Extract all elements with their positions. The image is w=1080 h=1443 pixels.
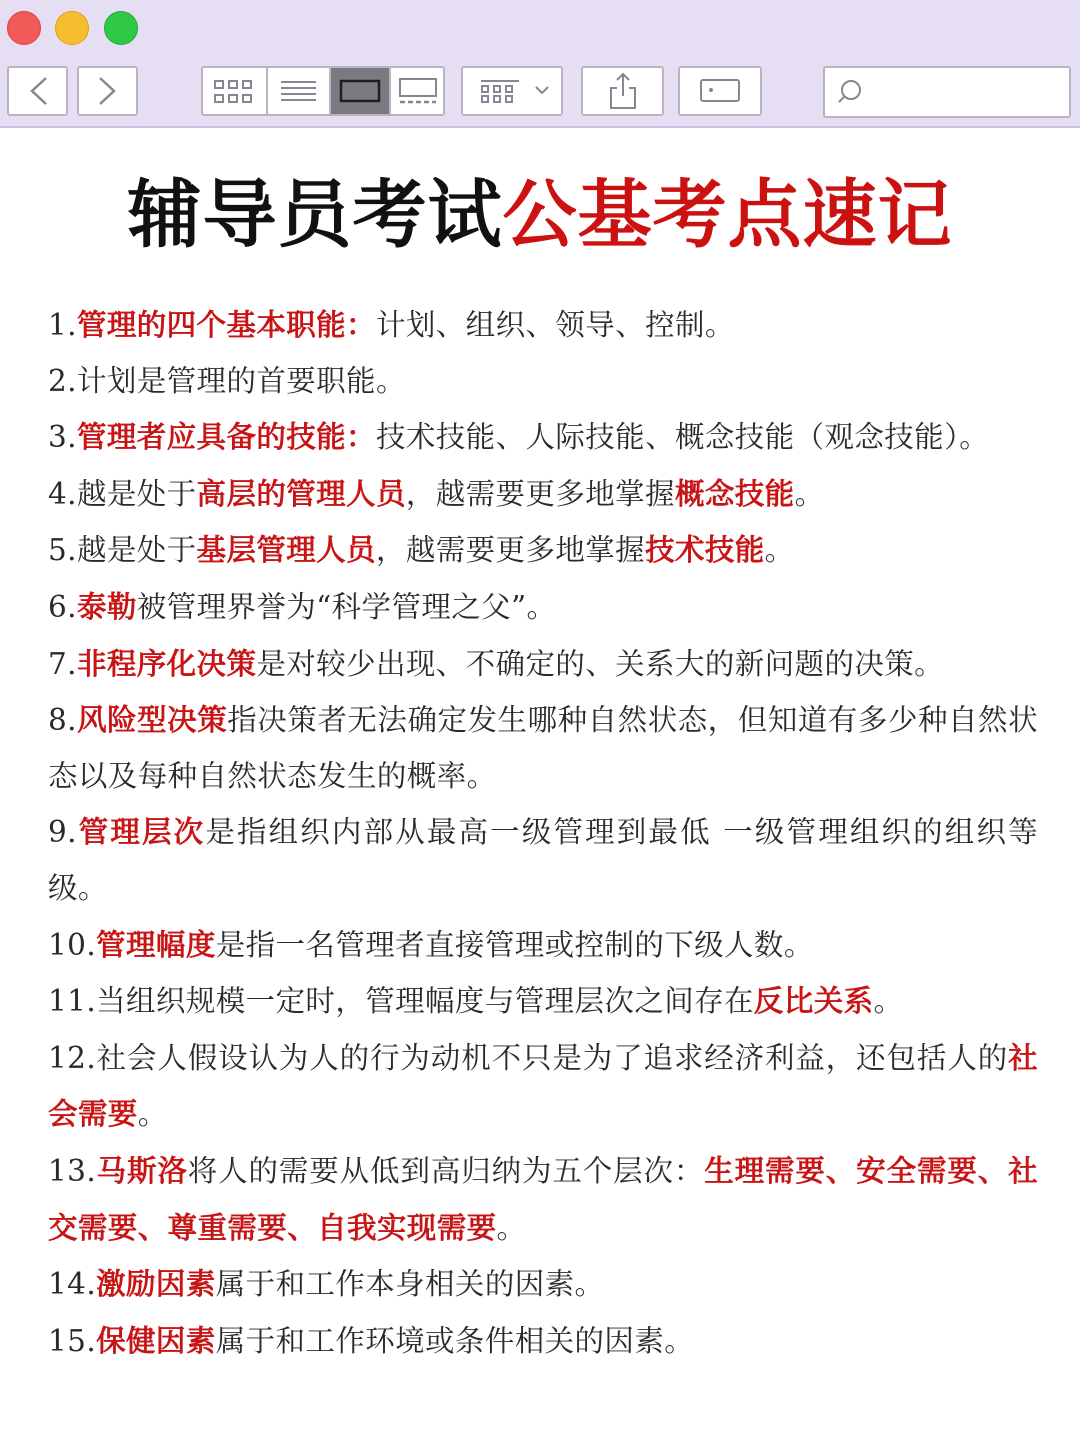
search-field[interactable] [823, 66, 1071, 118]
icon-view-button[interactable] [203, 68, 266, 114]
note-item [48, 1256, 1038, 1313]
share-button[interactable] [581, 66, 664, 116]
forward-button[interactable] [77, 66, 138, 116]
highlighted-term: 马斯洛 [96, 1152, 188, 1188]
highlighted-term: 反比关系 [753, 983, 874, 1019]
note-text: 指决策者无法确定发生哪种自然状态，但知道有多少种自然状态以及每种自然状态发生的概率。 [48, 703, 1038, 793]
highlighted-term: 泰勒 [76, 588, 137, 624]
column-view-icon [331, 68, 389, 114]
list-view-icon [268, 68, 329, 114]
note-text: 技术技能、人际技能、概念技能（观念技能）。 [375, 420, 990, 455]
note-text: 。 [764, 533, 795, 568]
highlighted-term: 管理的四个基本职能： [76, 307, 376, 342]
note-text: 。 [794, 476, 825, 511]
note-text: 5.越是处于 [48, 533, 197, 568]
highlighted-term: 生理需要、安全需要、社交需要、尊重需要、自我实现需要 [48, 1152, 1038, 1245]
tag-button[interactable] [678, 66, 762, 116]
note-item [48, 297, 1038, 354]
note-item [48, 466, 1038, 523]
note-item [48, 1143, 1038, 1256]
notes-list [48, 297, 1038, 1369]
minimize-window-button[interactable] [55, 11, 89, 45]
highlighted-term: 管理者应具备的技能： [76, 419, 376, 455]
note-text: ，越需要更多地掌握 [405, 476, 675, 511]
close-window-button[interactable] [7, 11, 41, 45]
note-text: 计划、组织、领导、控制。 [375, 308, 735, 342]
page-title [0, 170, 1080, 260]
note-text: 2.计划是管理的首要职能。 [48, 363, 406, 398]
note-text: 属于和工作环境或条件相关的因素。 [215, 1323, 695, 1358]
highlighted-term: 激励因素 [96, 1266, 216, 1302]
note-text: ，越需要更多地掌握 [375, 533, 646, 568]
window-toolbar [0, 0, 1080, 128]
list-view-button[interactable] [266, 68, 329, 114]
column-view-button[interactable] [329, 68, 389, 114]
zoom-window-button[interactable] [104, 11, 138, 45]
note-text: 将人的需要从低到高归纳为五个层次： [187, 1153, 705, 1188]
highlighted-term: 社会需要 [48, 1039, 1038, 1132]
highlighted-term: 管理层次 [76, 814, 206, 850]
note-item [48, 804, 1038, 916]
note-text: 13. [48, 1153, 97, 1188]
note-item [48, 1030, 1038, 1143]
highlighted-term: 非程序化决策 [76, 645, 257, 681]
note-text: 6. [48, 589, 77, 624]
note-text: 8. [48, 703, 77, 738]
highlighted-term: 风险型决策 [76, 702, 228, 738]
icon-grid-view-icon [203, 68, 264, 114]
note-item [48, 579, 1038, 636]
note-text: 9. [48, 815, 77, 850]
forward-icon [79, 68, 136, 114]
highlighted-term: 技术技能 [645, 532, 765, 568]
share-icon [583, 68, 662, 114]
highlighted-term: 基层管理人员 [196, 532, 376, 568]
group-by-graphic [463, 68, 561, 114]
note-text: 是指组织内部从最高一级管理到最低 一级管理组织的组织等级。 [48, 815, 1038, 905]
note-item [48, 409, 1038, 466]
note-text: 1. [48, 308, 77, 342]
note-text: 是对较少出现、不确定的、关系大的新问题的决策。 [256, 646, 945, 681]
note-text: 被管理界誉为“科学管理之父”。 [136, 589, 557, 624]
title-part-red: 公基考点速记 [502, 172, 953, 258]
note-text: 14. [48, 1267, 97, 1302]
note-text: 属于和工作本身相关的因素。 [215, 1267, 605, 1302]
note-item [48, 973, 1038, 1030]
note-text: 3. [48, 420, 77, 455]
highlighted-term: 管理幅度 [96, 926, 216, 962]
view-mode-segmented-control[interactable] [201, 66, 445, 116]
note-text: 10. [48, 927, 97, 962]
note-text: 15. [48, 1323, 97, 1358]
note-text: 是指一名管理者直接管理或控制的下级人数。 [215, 927, 814, 962]
back-button[interactable] [7, 66, 68, 116]
note-item [48, 522, 1038, 579]
gallery-view-button[interactable] [389, 68, 443, 114]
chevron-down-icon [536, 87, 548, 93]
note-text: 。 [137, 1097, 168, 1132]
highlighted-term: 保健因素 [96, 1322, 216, 1358]
note-item [48, 1313, 1038, 1370]
search-icon [825, 68, 873, 116]
note-text: 4.越是处于 [48, 476, 197, 511]
title-part-black: 辅导员考试 [127, 172, 503, 258]
highlighted-term: 概念技能 [674, 475, 795, 511]
note-text: 7. [48, 646, 77, 681]
tag-icon [680, 68, 760, 114]
back-icon [9, 68, 66, 114]
note-item [48, 636, 1038, 693]
highlighted-term: 高层的管理人员 [196, 475, 406, 511]
note-text: 11.当组织规模一定时，管理幅度与管理层次之间存在 [48, 984, 754, 1019]
note-text: 。 [496, 1210, 527, 1245]
note-item [48, 692, 1038, 804]
group-by-dropdown[interactable] [461, 66, 563, 116]
search-input[interactable] [873, 76, 1065, 110]
note-item [48, 354, 1038, 410]
note-item [48, 917, 1038, 974]
group-by-icon [481, 81, 519, 102]
note-text: 12.社会人假设认为人的行为动机不只是为了追求经济利益，还包括人的 [48, 1040, 1009, 1075]
note-text: 。 [873, 984, 904, 1019]
gallery-view-icon [391, 68, 445, 114]
